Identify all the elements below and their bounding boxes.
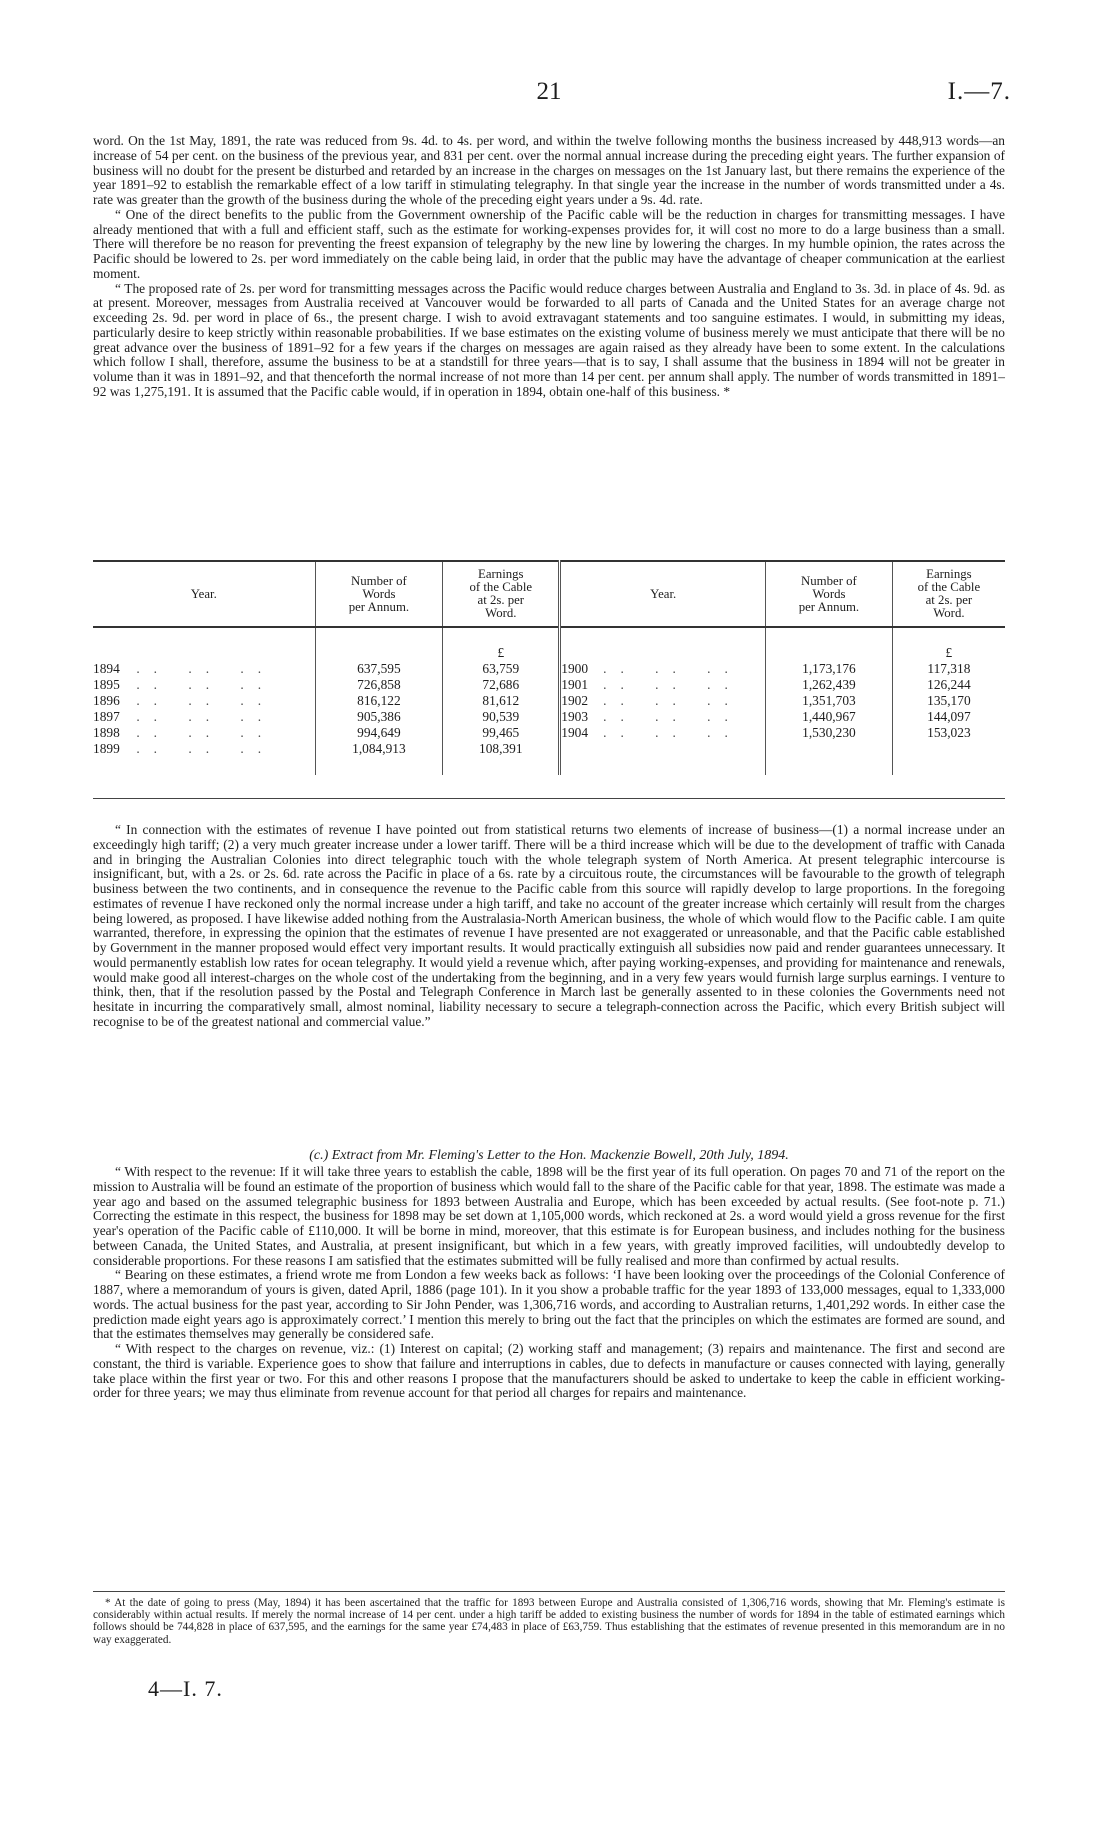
words-cell: 905,386 [315, 709, 443, 725]
signature-mark: 4—I. 7. [148, 1676, 223, 1701]
earnings-cell: 99,465 [443, 725, 560, 741]
words-cell: 994,649 [315, 725, 443, 741]
words-cell: 637,595 [315, 661, 443, 677]
year-cell: 1896 [93, 693, 120, 708]
footnote-rule [93, 1591, 1005, 1592]
leader-dots: .. .. .. [136, 725, 276, 740]
empty-cell [892, 741, 1005, 757]
leader-dots: .. .. .. [136, 693, 276, 708]
words-cell: 1,262,439 [766, 677, 893, 693]
paragraph: word. On the 1st May, 1891, the rate was reduced from 9s. 4d. to 4s. per word, and within the twelve following months the business increased by 448,913 words—an increase of 54 per cent. on the business of the previous year, and 831 per cent. over the normal annual increase during the preceding eight years. The further expansion of business will no doubt for the present be disturbed and retarded by an increase in the charges on messages on the 1st January last, but there remains the experience of the year 1891–92 to establish the remarkable effect of a low tariff in stimulating telegraphy. In that single year the increase in the number of words transmitted under a 4s. rate was greater than the growth of the business during the whole of the preceding eight years under a 9s. 4d. rate. [93, 133, 1005, 207]
paragraph: “ In connection with the estimates of revenue I have pointed out from statistical returns two elements of increase of business—(1) a normal increase under an exceedingly high tariff; (2) a very much greater increase under a lower tariff. There will be a third increase which will be due to the development of traffic with Canada and in bringing the Australian Colonies into direct telegraphic touch with the whole telegraph system of North America. At present telegraphic intercourse is insignificant, but, with a 2s. or 2s. 6d. rate across the Pacific in place of a 6s. rate by a circuitous route, the circumstances will be favourable to the growth of telegraph business between the two continents, and in consequence the revenue to the Pacific cable from this source will rapidly develop to large proportions. In the foregoing estimates of revenue I have reckoned only the normal increase under a high tariff, and take no account of the greater increase which certainly will result from the charges being lowered, as proposed. I have likewise added nothing from the Australasia-North American business, the whole of which would flow to the Pacific cable. I am quite warranted, therefore, in expressing the opinion that the estimates of revenue I have presented are not exaggerated or unreasonable, and that the Pacific cable established by Government in the manner proposed would effect very important results. It would practically extinguish all subsidies now paid and render guarantees unnecessary. It would permanently establish low rates for ocean telegraphy. It would yield a revenue which, after paying working-expenses, and providing for maintenance and renewals, would make good all interest-charges on the whole cost of the undertaking from the beginning, and in a very few years would furnish large surplus earnings. I venture to think, then, that if the resolution passed by the Postal and Telegraph Conference in March last be generally assented to in these colonies the Governments need not hesitate in incurring the comparatively small, almost nominal, liability necessary to secure a telegraph-connection across the Pacific, which every British subject will recognise to be of the greatest national and commercial value.” [93, 822, 1005, 1029]
year-cell: 1897 [93, 709, 120, 724]
table-row [93, 661, 1005, 677]
earnings-cell: 72,686 [443, 677, 560, 693]
earnings-cell: 135,170 [892, 693, 1005, 709]
year-cell: 1902 [560, 693, 603, 709]
paragraph: “ One of the direct benefits to the public from the Government ownership of the Pacific cable will be the reduction in charges for transmitting messages. I have already mentioned that with a full and efficient staff, such as the estimate for working-expenses provides for, it will cost no more to do a large business than a small. There will therefore be no reason for preventing the freest expansion of telegraphy by the new line by lowering the charges. In my humble opinion, the rates across the Pacific should be lowered to 2s. per word immediately on the cable being laid, in order that the public may have the advantage of cheaper communication at the earliest moment. [93, 206, 1005, 281]
words-cell: 816,122 [315, 693, 443, 709]
header-year-right: Year. [560, 561, 766, 627]
words-cell: 1,440,967 [766, 709, 893, 725]
earnings-cell: 144,097 [892, 709, 1005, 725]
earnings-cell: 117,318 [892, 661, 1005, 677]
currency-symbol-left: £ [443, 627, 560, 661]
leader-dots: .. .. .. [603, 661, 742, 676]
footnote-text: * At the date of going to press (May, 1894) it has been ascertained that the traffic for 1893 between Europe and Australia consisted of 1,306,716 words, showing that Mr. Fleming's estimate is considerably within actual results. If merely the normal increase of 14 per cent. under a high tariff be added to existing business the number of words for 1894 in the table of estimated earnings which follows should be 744,828 in place of 637,595, and the earnings for the same year £74,483 in place of £63,759. Thus establishing that the estimates of revenue presented in this memorandum are in no way exaggerated. [93, 1597, 1005, 1646]
earnings-cell: 153,023 [892, 725, 1005, 741]
words-cell: 1,084,913 [315, 741, 443, 757]
page-header [93, 78, 1011, 112]
leader-dots: .. .. .. [603, 709, 742, 724]
header-earnings-right: Earnings of the Cable at 2s. per Word. [892, 561, 1005, 627]
footnote [93, 1597, 1005, 1646]
intro-text [93, 134, 1005, 400]
table-row [93, 709, 1005, 725]
empty-cell [560, 741, 603, 757]
earnings-cell: 108,391 [443, 741, 560, 757]
table-row [93, 741, 1005, 757]
table-row [93, 677, 1005, 693]
earnings-cell: 90,539 [443, 709, 560, 725]
leader-dots: .. .. .. [136, 741, 276, 756]
page-number: 21 [536, 78, 562, 105]
header-words-right: Number of Words per Annum. [766, 561, 893, 627]
section-caption: (c.) Extract from Mr. Fleming's Letter to the Hon. Mackenzie Bowell, 20th July, 1894. [309, 1148, 789, 1163]
year-cell: 1904 [560, 725, 603, 741]
leader-dots: .. .. .. [136, 709, 276, 724]
paragraph: “ With respect to the charges on revenue, viz.: (1) Interest on capital; (2) working staff and management; (3) repairs and maintenance. The first and second are constant, the third is variable. Experience goes to show that failure and interruptions in cables, due to defects in manufacture or causes connected with laying, generally take place within the first year or two. For this and other reasons I propose that the manufacturers should be asked to undertake to keep the cable in efficient working-order for three years; we may thus eliminate from revenue account for that period all charges for repairs and maintenance. [93, 1341, 1005, 1401]
paragraph: “ The proposed rate of 2s. per word for transmitting messages across the Pacific would reduce charges between Australia and England to 3s. 3d. in place of 4s. 9d. as at present. Moreover, messages from Australia received at Vancouver would be forwarded to all parts of Canada and the United States for an average charge not exceeding 2s. 9d. per word in place of 6s., the present charge. I wish to avoid extravagant statements and too sanguine estimates. I would, in submitting my ideas, particularly desire to keep strictly within reasonable probabilities. If we base estimates on the existing volume of business merely we must anticipate that there will be no great advance over the business of 1891–92 for a few years if the charges on messages are again raised as they already have been to some extent. In the calculations which follow I shall, therefore, assume the business to be at a standstill for three years—that is to say, I shall assume that the business in 1894 will not be greater in volume than it was in 1891–92, and that thenceforth the normal increase of not more than 14 per cent. per annum shall apply. The number of words transmitted in 1891–92 was 1,275,191. It is assumed that the Pacific cable would, if in operation in 1894, obtain one-half of this business. * [93, 280, 1005, 399]
year-cell: 1900 [560, 661, 603, 677]
leader-dots: .. .. .. [136, 677, 276, 692]
table-bottom-rule [93, 798, 1005, 799]
year-cell: 1895 [93, 677, 120, 692]
leader-dots: .. .. .. [603, 725, 742, 740]
paragraph: “ With respect to the revenue: If it will take three years to establish the cable, 1898 will be the first year of its full operation. On pages 70 and 71 of the report on the mission to Australia will be found an estimate of the proportion of business which would fall to the share of the Pacific cable for that year, 1898. The estimate was made a year ago and based on the assumed telegraphic business for 1893 between Australia and Europe, which has been exceeded by actual results. (See foot-note p. 71.) Correcting the estimate in this respect, the business for 1898 may be set down at 1,105,000 words, which reckoned at 2s. a word would yield a gross revenue for the first year's operation of the Pacific cable of £110,000. It will be borne in mind, moreover, that this estimate is for European business, and includes nothing for the business between Canada, the United States, and Australia, at present insignificant, but which in a few years, with greatly improved facilities, will undoubtedly develop to considerable proportions. For these reasons I am satisfied that the estimates submitted will be fully realised and more than confirmed by actual results. [93, 1164, 1005, 1268]
leader-dots: .. .. .. [136, 661, 276, 676]
leader-dots: .. .. .. [603, 693, 742, 708]
header-earnings-left: Earnings of the Cable at 2s. per Word. [443, 561, 560, 627]
currency-symbol-right: £ [892, 627, 1005, 661]
year-cell: 1894 [93, 661, 120, 676]
earnings-cell: 126,244 [892, 677, 1005, 693]
earnings-cell: 63,759 [443, 661, 560, 677]
words-cell: 726,858 [315, 677, 443, 693]
header-words-left: Number of Words per Annum. [315, 561, 443, 627]
year-cell: 1898 [93, 725, 120, 740]
year-cell: 1899 [93, 741, 120, 756]
revenue-text [93, 823, 1005, 1030]
year-cell: 1901 [560, 677, 603, 693]
paragraph: “ Bearing on these estimates, a friend wrote me from London a few weeks back as follows: ‘I have been looking over the proceedings of the Colonial Conference of 1887, where a memorandum of yours is given, dated April, 1886 (page 101). In it you show a probable traffic for the year 1893 of 133,000 messages, equal to 1,333,000 words. The actual business for the past year, according to Sir John Pender, was 1,306,716 words, and according to Australian returns, 1,401,292 words. In either case the prediction made eight years ago is approximately correct.’ I mention this merely to bring out the fact that the principles on which the estimates are formed are sound, and that the estimates themselves may generally be considered safe. [93, 1267, 1005, 1342]
empty-cell [766, 741, 893, 757]
words-cell: 1,351,703 [766, 693, 893, 709]
words-cell: 1,173,176 [766, 661, 893, 677]
table-row [93, 725, 1005, 741]
empty-cell [603, 741, 765, 757]
earnings-cell: 81,612 [443, 693, 560, 709]
leader-dots: .. .. .. [603, 677, 742, 692]
table-row [93, 693, 1005, 709]
header-year-left: Year. [93, 561, 315, 627]
document-reference: I.—7. [947, 78, 1011, 105]
year-cell: 1903 [560, 709, 603, 725]
letter-text [93, 1165, 1005, 1401]
words-cell: 1,530,230 [766, 725, 893, 741]
earnings-table [93, 560, 1005, 775]
